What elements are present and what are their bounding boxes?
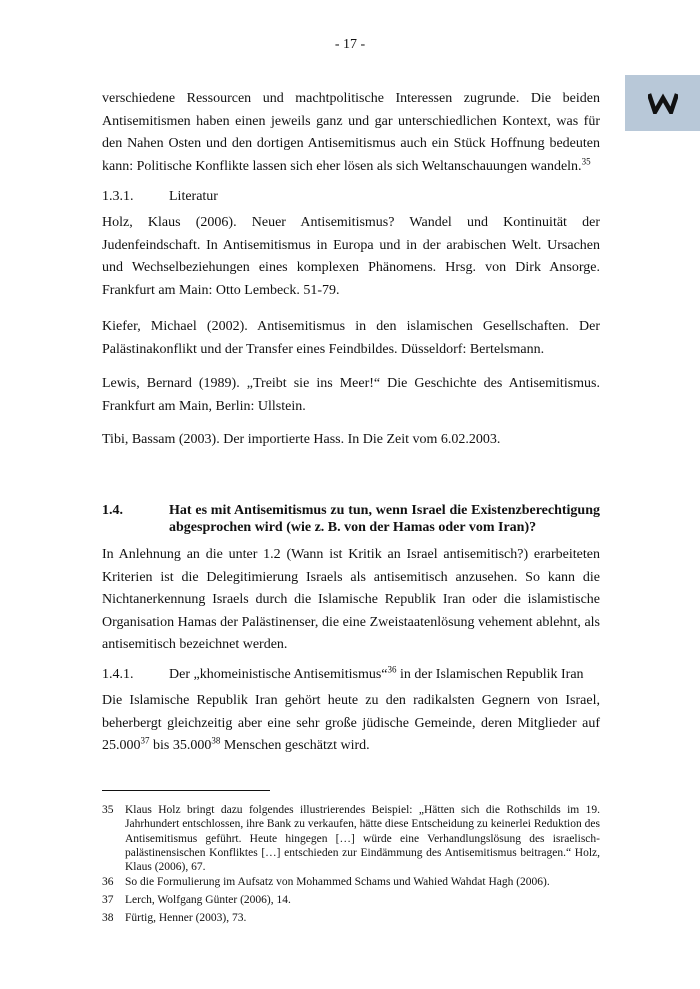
footnote-ref-37[interactable]: 37 xyxy=(140,735,150,746)
footnote-text: Lerch, Wolfgang Günter (2006), 14. xyxy=(125,894,291,906)
section-title: Der „khomeinistische Antisemitismus“$^{36}$ in der Islamischen Republik Iran xyxy=(169,664,584,682)
section-number: 1.4.1. xyxy=(102,667,134,682)
literature-entry: Kiefer, Michael (2002). Antisemitismus in den islamischen Gesellschaften. Der Palästinakonflikt und der Transfer eines Feindbildes. Düsseldorf: Bertelsmann. xyxy=(102,319,600,357)
w-logo-icon xyxy=(648,92,678,114)
footnote-separator xyxy=(102,790,270,791)
section-number: 1.3.1. xyxy=(102,189,134,204)
intro-paragraph-text: verschiedene Ressourcen und machtpolitische Interessen zugrunde. Die beiden Antisemitismen haben einen jeweils ganz und gar unterschiedlichen Kontext, was für den Nahen Osten und den dortigen Antisemitismus auch ein Stück Hoffnung bedeuten kann: Politische Konflikte lassen sich eher lösen als sich Weltanschauungen wandeln. xyxy=(102,91,600,174)
intro-paragraph xyxy=(102,88,600,178)
page-number: - 17 - xyxy=(334,37,366,52)
section-1-4-1-paragraph: Die Islamische Republik Iran gehört heute zu den radikalsten Gegnern von Israel, beherbergt gleichzeitig aber eine sehr große jüdische Gemeinde, deren Mitglieder auf 25.000$^{37}$ bis 35.000$^{38}$ Menschen geschätzt wird. xyxy=(102,693,600,753)
literature-entry: Tibi, Bassam (2003). Der importierte Hass. In Die Zeit vom 6.02.2003. xyxy=(102,432,501,447)
footnote-text: Fürtig, Henner (2003), 73. xyxy=(125,912,247,924)
footnote-ref-35[interactable]: 35 xyxy=(581,155,591,166)
section-number: 1.4. xyxy=(102,503,123,518)
footnote-text: So die Formulierung im Aufsatz von Mohammed Schams und Wahied Wahdat Hagh (2006). xyxy=(125,876,550,888)
footnote-ref-36[interactable]: 36 xyxy=(387,664,397,675)
footnote-number: 38 xyxy=(102,912,114,924)
literature-entry: Holz, Klaus (2006). Neuer Antisemitismus? Wandel und Kontinuität der Judenfeindschaft. In Antisemitismus in Europa und in der arabischen Welt. Ursachen und Wechselbeziehungen eines komplexen Phänomens. Hrsg. von Dirk Ansorge. Frankfurt am Main: Otto Lembeck. 51-79. xyxy=(102,215,600,298)
footnote-number: 37 xyxy=(102,894,114,906)
literature-entry: Lewis, Bernard (1989). „Treibt sie ins Meer!“ Die Geschichte des Antisemitismus. Frankfurt am Main, Berlin: Ullstein. xyxy=(102,376,600,414)
section-title: Literatur xyxy=(169,189,218,204)
section-1-4-paragraph: In Anlehnung an die unter 1.2 (Wann ist Kritik an Israel antisemitisch?) erarbeiteten Kriterien ist die Delegitimierung Israels als antisemitisch anzusehen. So kann die Nichtanerkennung Israels durch die Islamische Republik Iran oder die islamistische Organisation Hamas der Palästinenser, die eine Zweistaatenlösung vehement ablehnt, als antisemitisch bezeichnet werden. xyxy=(102,547,600,652)
footnote-ref-38[interactable]: 38 xyxy=(211,735,221,746)
logo xyxy=(625,75,700,131)
section-title: Hat es mit Antisemitismus zu tun, wenn Israel die Existenzberechtigung abgesprochen wird (wie z. B. von der Hamas oder vom Iran)? xyxy=(169,503,600,535)
footnote-text: Klaus Holz bringt dazu folgendes illustrierendes Beispiel: „Hätten sich die Rothschilds im 19. Jahrhundert entschlossen, ihre Bank zu verkaufen, hätte diese Entscheidung zu keinerlei Reduktion des Antisemitismus geführt. Heute hingegen […] würde eine Verhandlungslösung des israelisch-palästinensischen Konfliktes […] entschieden zur Eindämmung des Antisemitismus beitragen.“ Holz, Klaus (2006), 67. xyxy=(125,804,600,874)
footnote-number: 35 xyxy=(102,804,114,816)
footnote-number: 36 xyxy=(102,876,114,888)
